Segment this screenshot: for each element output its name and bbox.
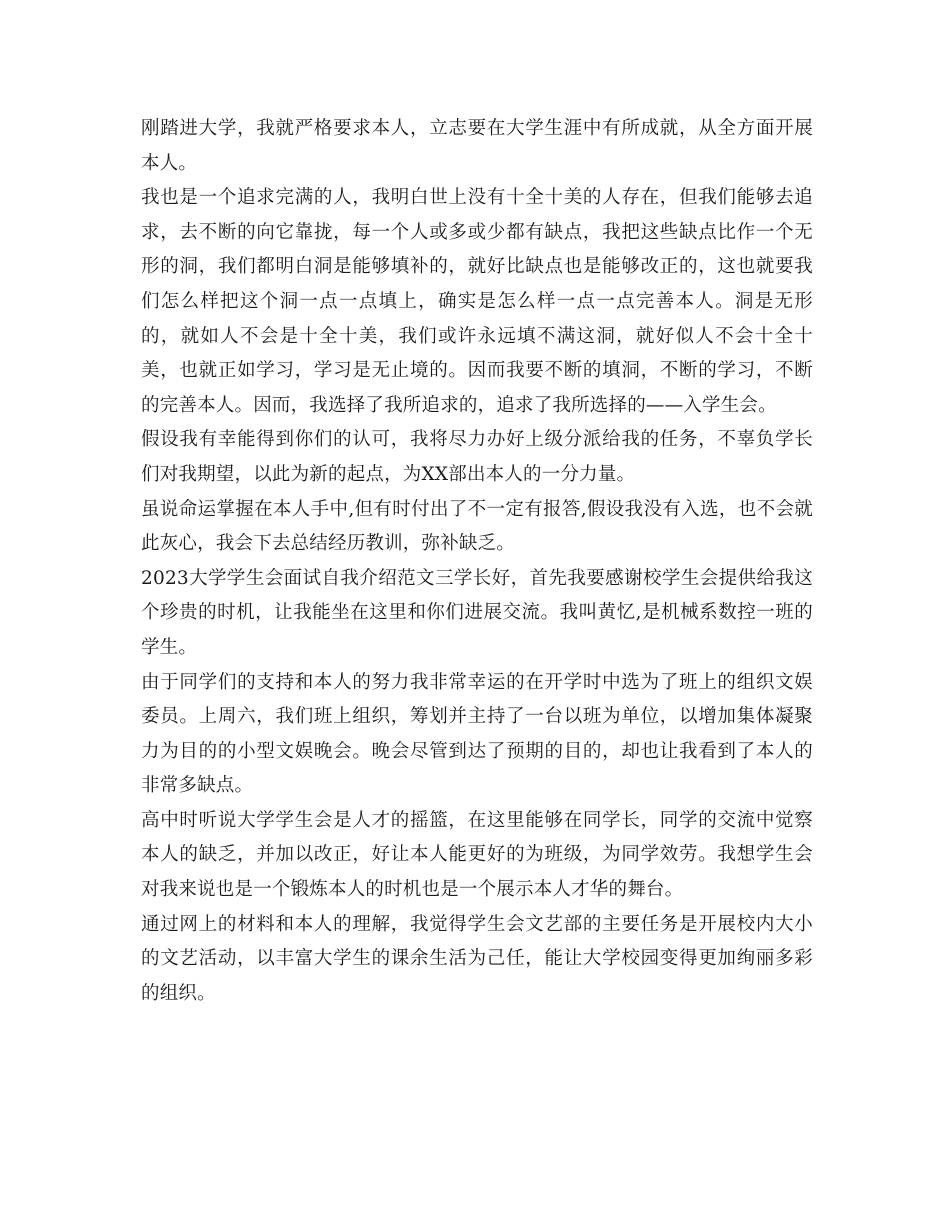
paragraph-2: 我也是一个追求完满的人，我明白世上没有十全十美的人存在，但我们能够去追求，去不断的向它靠拢，每一个人或多或少都有缺点，我把这些缺点比作一个无形的洞，我们都明白洞是能够填补的，就好比缺点也是能够改正的，这也就要我们怎么样把这个洞一点一点填上，确实是怎么样一点一点完善本人。洞是无形的，就如人不会是十全十美，我们或许永远填不满这洞，就好似人不会十全十美，也就正如学习，学习是无止境的。因而我要不断的填洞，不断的学习，不断的完善本人。因而，我选择了我所追求的，追求了我所选择的——入学生会。 — [141, 187, 813, 416]
document-body — [141, 112, 813, 1011]
paragraph-5: 2023大学学生会面试自我介绍范文三学长好，首先我要感谢校学生会提供给我这个珍贵的时机，让我能坐在这里和你们进展交流。我叫黄忆,是机械系数控一班的学生。 — [141, 567, 813, 658]
paragraph-8: 通过网上的材料和本人的理解，我觉得学生会文艺部的主要任务是开展校内大小的文艺活动，以丰富大学生的课余生活为己任，能让大学校园变得更加绚丽多彩的组织。 — [141, 913, 813, 1004]
paragraph-3: 假设我有幸能得到你们的认可，我将尽力办好上级分派给我的任务，不辜负学长们对我期望，以此为新的起点，为XX部出本人的一分力量。 — [141, 429, 813, 485]
paragraph-1: 刚踏进大学，我就严格要求本人，立志要在大学生涯中有所成就，从全方面开展本人。 — [141, 118, 813, 174]
paragraph-7: 高中时听说大学学生会是人才的摇篮，在这里能够在同学长，同学的交流中觉察本人的缺乏，并加以改正，好让本人能更好的为班级，为同学效劳。我想学生会对我来说也是一个锻炼本人的时机也是一个展示本人才华的舞台。 — [141, 809, 813, 901]
paragraph-6: 由于同学们的支持和本人的努力我非常幸运的在开学时中选为了班上的组织文娱委员。上周六，我们班上组织，筹划并主持了一台以班为单位，以增加集体凝聚力为目的的小型文娱晚会。晚会尽管到达了预期的目的，却也让我看到了本人的非常多缺点。 — [141, 671, 813, 797]
paragraph-4: 虽说命运掌握在本人手中,但有时付出了不一定有报答,假设我没有入选，也不会就此灰心，我会下去总结经历教训，弥补缺乏。 — [141, 498, 813, 555]
